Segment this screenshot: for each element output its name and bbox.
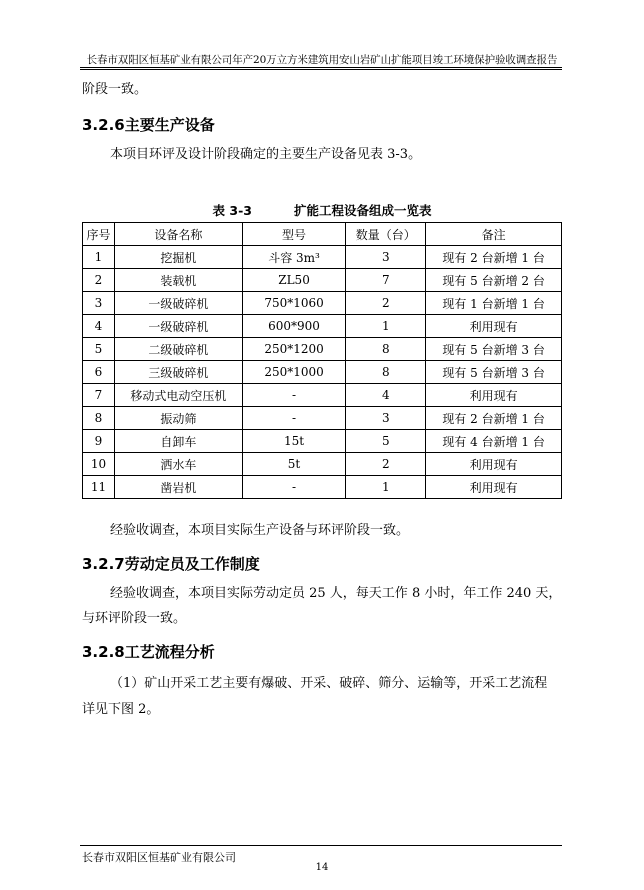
table-cell: 2 <box>83 269 115 292</box>
after-table-text: 经验收调查，本项目实际生产设备与环评阶段一致。 <box>110 523 410 538</box>
header-rule-secondary <box>80 69 562 70</box>
table-cell: 7 <box>346 269 426 292</box>
table-row <box>83 361 562 384</box>
table-cell: 现有 4 台新增 1 台 <box>426 430 562 453</box>
table-cell: 9 <box>83 430 115 453</box>
table-cell: 5 <box>83 338 115 361</box>
section-heading-3-2-7: 3.2.7劳动定员及工作制度 <box>82 555 260 573</box>
table-cell: 250*1000 <box>242 361 346 384</box>
intro-fragment: 阶段一致。 <box>82 82 148 97</box>
table-cell: 1 <box>346 315 426 338</box>
table-row <box>83 315 562 338</box>
header-rule <box>80 67 562 68</box>
table-header-row <box>83 223 562 246</box>
table-cell: 自卸车 <box>114 430 242 453</box>
table-row <box>83 407 562 430</box>
table-cell: 2 <box>346 292 426 315</box>
table-cell: 振动筛 <box>114 407 242 430</box>
table-cell: 8 <box>346 361 426 384</box>
table-cell: 5t <box>242 453 346 476</box>
header-cell-name: 设备名称 <box>114 223 242 246</box>
section-3-2-6-text: 本项目环评及设计阶段确定的主要生产设备见表 3-3。 <box>110 147 422 162</box>
header-cell-index: 序号 <box>83 223 115 246</box>
table-cell: 利用现有 <box>426 476 562 499</box>
table-cell: 利用现有 <box>426 315 562 338</box>
table-cell: 现有 2 台新增 1 台 <box>426 246 562 269</box>
table-cell: 现有 1 台新增 1 台 <box>426 292 562 315</box>
table-cell: 洒水车 <box>114 453 242 476</box>
table-cell: 一级破碎机 <box>114 315 242 338</box>
table-cell: 一级破碎机 <box>114 292 242 315</box>
table-cell: 3 <box>83 292 115 315</box>
table-cell: - <box>242 476 346 499</box>
table-cell: 4 <box>346 384 426 407</box>
table-cell: 5 <box>346 430 426 453</box>
header-cell-remark: 备注 <box>426 223 562 246</box>
table-caption-title: 扩能工程设备组成一览表 <box>293 203 432 218</box>
table-row <box>83 476 562 499</box>
table-cell: 利用现有 <box>426 453 562 476</box>
header-cell-quantity: 数量（台） <box>346 223 426 246</box>
table-cell: 6 <box>83 361 115 384</box>
table-row <box>83 292 562 315</box>
header-cell-model: 型号 <box>242 223 346 246</box>
table-cell: 15t <box>242 430 346 453</box>
section-3-2-7-text-line1: 经验收调查，本项目实际劳动定员 25 人，每天工作 8 小时，年工作 240 天， <box>110 586 562 601</box>
table-cell: 现有 2 台新增 1 台 <box>426 407 562 430</box>
table-row <box>83 269 562 292</box>
footer-rule <box>80 845 562 846</box>
table-cell: 1 <box>83 246 115 269</box>
table-cell: 11 <box>83 476 115 499</box>
table-row <box>83 430 562 453</box>
table-row <box>83 338 562 361</box>
table-cell: - <box>242 384 346 407</box>
section-3-2-8-text-line2: 详见下图 2。 <box>82 702 160 717</box>
table-cell: 3 <box>346 407 426 430</box>
equipment-table <box>82 222 562 499</box>
table-cell: 利用现有 <box>426 384 562 407</box>
table-cell: 3 <box>346 246 426 269</box>
table-cell: 装载机 <box>114 269 242 292</box>
table-cell: 4 <box>83 315 115 338</box>
table-cell: 1 <box>346 476 426 499</box>
table-caption-number: 表 3-3 <box>212 203 252 218</box>
table-row <box>83 384 562 407</box>
table-cell: 600*900 <box>242 315 346 338</box>
table-cell: 现有 5 台新增 3 台 <box>426 361 562 384</box>
table-cell: 8 <box>346 338 426 361</box>
table-cell: 二级破碎机 <box>114 338 242 361</box>
table-cell: 10 <box>83 453 115 476</box>
table-cell: 移动式电动空压机 <box>114 384 242 407</box>
footer-company: 长春市双阳区恒基矿业有限公司 <box>82 851 236 864</box>
section-3-2-8-text-line1: （1）矿山开采工艺主要有爆破、开采、破碎、筛分、运输等，开采工艺流程 <box>110 676 548 691</box>
table-cell: - <box>242 407 346 430</box>
table-cell: 凿岩机 <box>114 476 242 499</box>
table-cell: 斗容 3m³ <box>242 246 346 269</box>
table-caption <box>82 201 562 219</box>
page-number: 14 <box>315 862 329 873</box>
table-cell: 8 <box>83 407 115 430</box>
table-cell: 7 <box>83 384 115 407</box>
running-header: 长春市双阳区恒基矿业有限公司年产20万立方米建筑用安山岩矿山扩能项目竣工环境保护验收调查报告 <box>86 54 558 66</box>
section-heading-3-2-6: 3.2.6主要生产设备 <box>82 116 215 134</box>
table-cell: 250*1200 <box>242 338 346 361</box>
table-cell: 挖掘机 <box>114 246 242 269</box>
table-cell: 现有 5 台新增 3 台 <box>426 338 562 361</box>
section-heading-3-2-8: 3.2.8工艺流程分析 <box>82 643 215 661</box>
table-cell: 三级破碎机 <box>114 361 242 384</box>
table-cell: 现有 5 台新增 2 台 <box>426 269 562 292</box>
section-3-2-7-text-line2: 与环评阶段一致。 <box>82 611 187 626</box>
table-cell: ZL50 <box>242 269 346 292</box>
table-cell: 750*1060 <box>242 292 346 315</box>
table-cell: 2 <box>346 453 426 476</box>
table-row <box>83 246 562 269</box>
table-row <box>83 453 562 476</box>
